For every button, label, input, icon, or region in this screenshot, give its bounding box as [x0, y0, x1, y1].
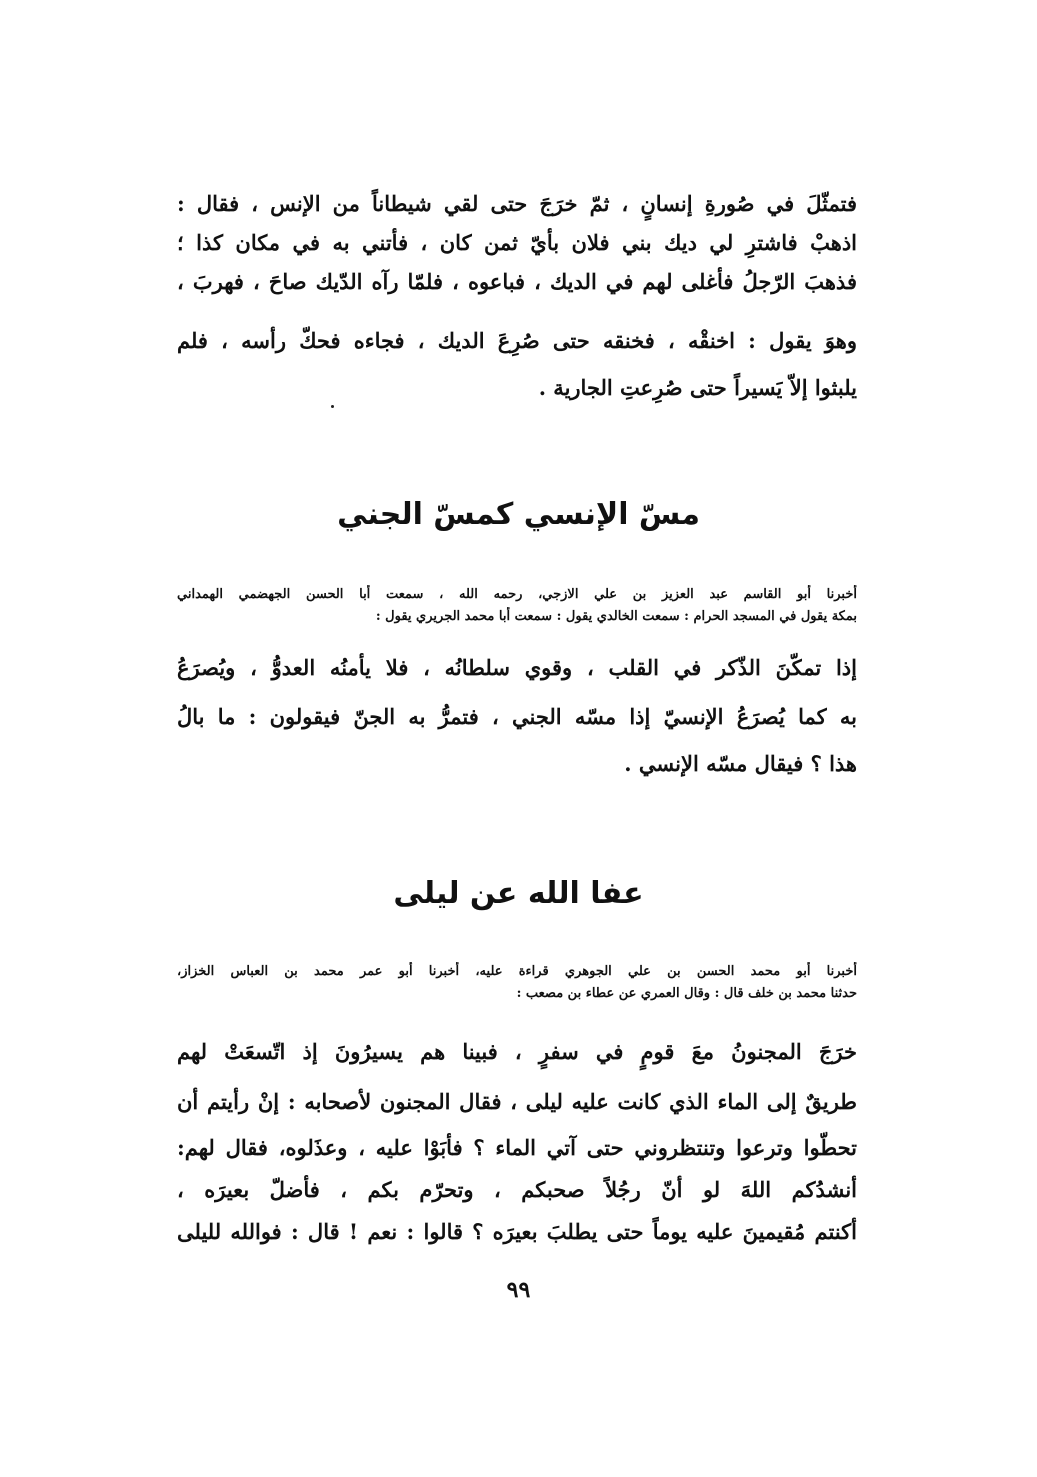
text-line: أكنتم مُقيمينَ عليه يوماً حتى يطلبَ بعيرَه ؟ قالوا : نعم ! قال : فوالله لليلى — [177, 1219, 857, 1244]
text-line: فذهبَ الرّجلُ فأغلى لهم في الديك ، فباعوه ، فلمّا رآه الدّيك صاحَ ، فهربَ ، — [177, 269, 857, 294]
text-line: يلبثوا إلاّ يَسيراً حتى صُرِعتِ الجارية . — [538, 375, 857, 400]
text-line: تحطّوا وترعوا وتنتظروني حتى آتي الماء ؟ فأبَوْا عليه ، وعذَلوه، فقال لهم: — [177, 1135, 857, 1160]
section-heading: مسّ الإنسي كمسّ الجني — [337, 497, 700, 532]
text-line: فتمثّلَ في صُورةِ إنسانٍ ، ثمّ خرَجَ حتى لقي شيطاناً من الإنس ، فقال : — [177, 191, 857, 216]
isnad-line: بمكة يقول في المسجد الحرام : سمعت الخالدي يقول : سمعت أبا محمد الجريري يقول : — [375, 609, 857, 624]
text-line: هذا ؟ فيقال مسّه الإنسي . — [624, 751, 857, 776]
text-line: طريقٌ إلى الماء الذي كانت عليه ليلى ، فقال المجنون لأصحابه : إنْ رأيتم أن — [177, 1089, 857, 1114]
text-line: إذا تمكّنَ الذّكر في القلب ، وقوي سلطانُه ، فلا يأمنُه العدوُّ ، ويُصرَعُ — [177, 655, 857, 680]
isnad-line: أخبرنا أبو القاسم عبد العزيز بن علي الازجي، رحمه الله ، سمعت أبا الحسن الجهضمي الهمداني — [177, 587, 857, 602]
page-number: ٩٩ — [506, 1277, 531, 1303]
text-line: به كما يُصرَعُ الإنسيّ إذا مسّه الجني ، فتمرُّ به الجنّ فيقولون : ما بالُ — [177, 704, 857, 729]
section-heading: عفا الله عن ليلى — [393, 876, 644, 911]
text-line: وهوَ يقول : اخنقْه ، فخنقه حتى صُرِعَ الديك ، فجاءه فحكّ رأسه ، فلم — [177, 328, 857, 353]
isnad-line: أخبرنا أبو محمد الحسن بن علي الجوهري قراءة عليه، أخبرنا أبو عمر محمد بن العباس الخزاز، — [177, 964, 857, 979]
text-line: اذهبْ فاشترِ لي ديك بني فلان بأيّ ثمن كان ، فأتني به في مكان كذا ؛ — [177, 230, 857, 255]
isnad-line: حدثنا محمد بن خلف قال : وقال العمري عن عطاء بن مصعب : — [516, 986, 857, 1001]
stray-dot — [331, 405, 334, 408]
text-line: خرَجَ المجنونُ معَ قومٍ في سفرٍ ، فبينا هم يسيرُونَ إذ اتّسعَتْ لهم — [177, 1039, 857, 1064]
text-line: أنشدُكم اللهَ لو أنّ رجُلاً صحبكم ، وتحرّم بكم ، فأضلّ بعيرَه ، — [177, 1177, 857, 1202]
